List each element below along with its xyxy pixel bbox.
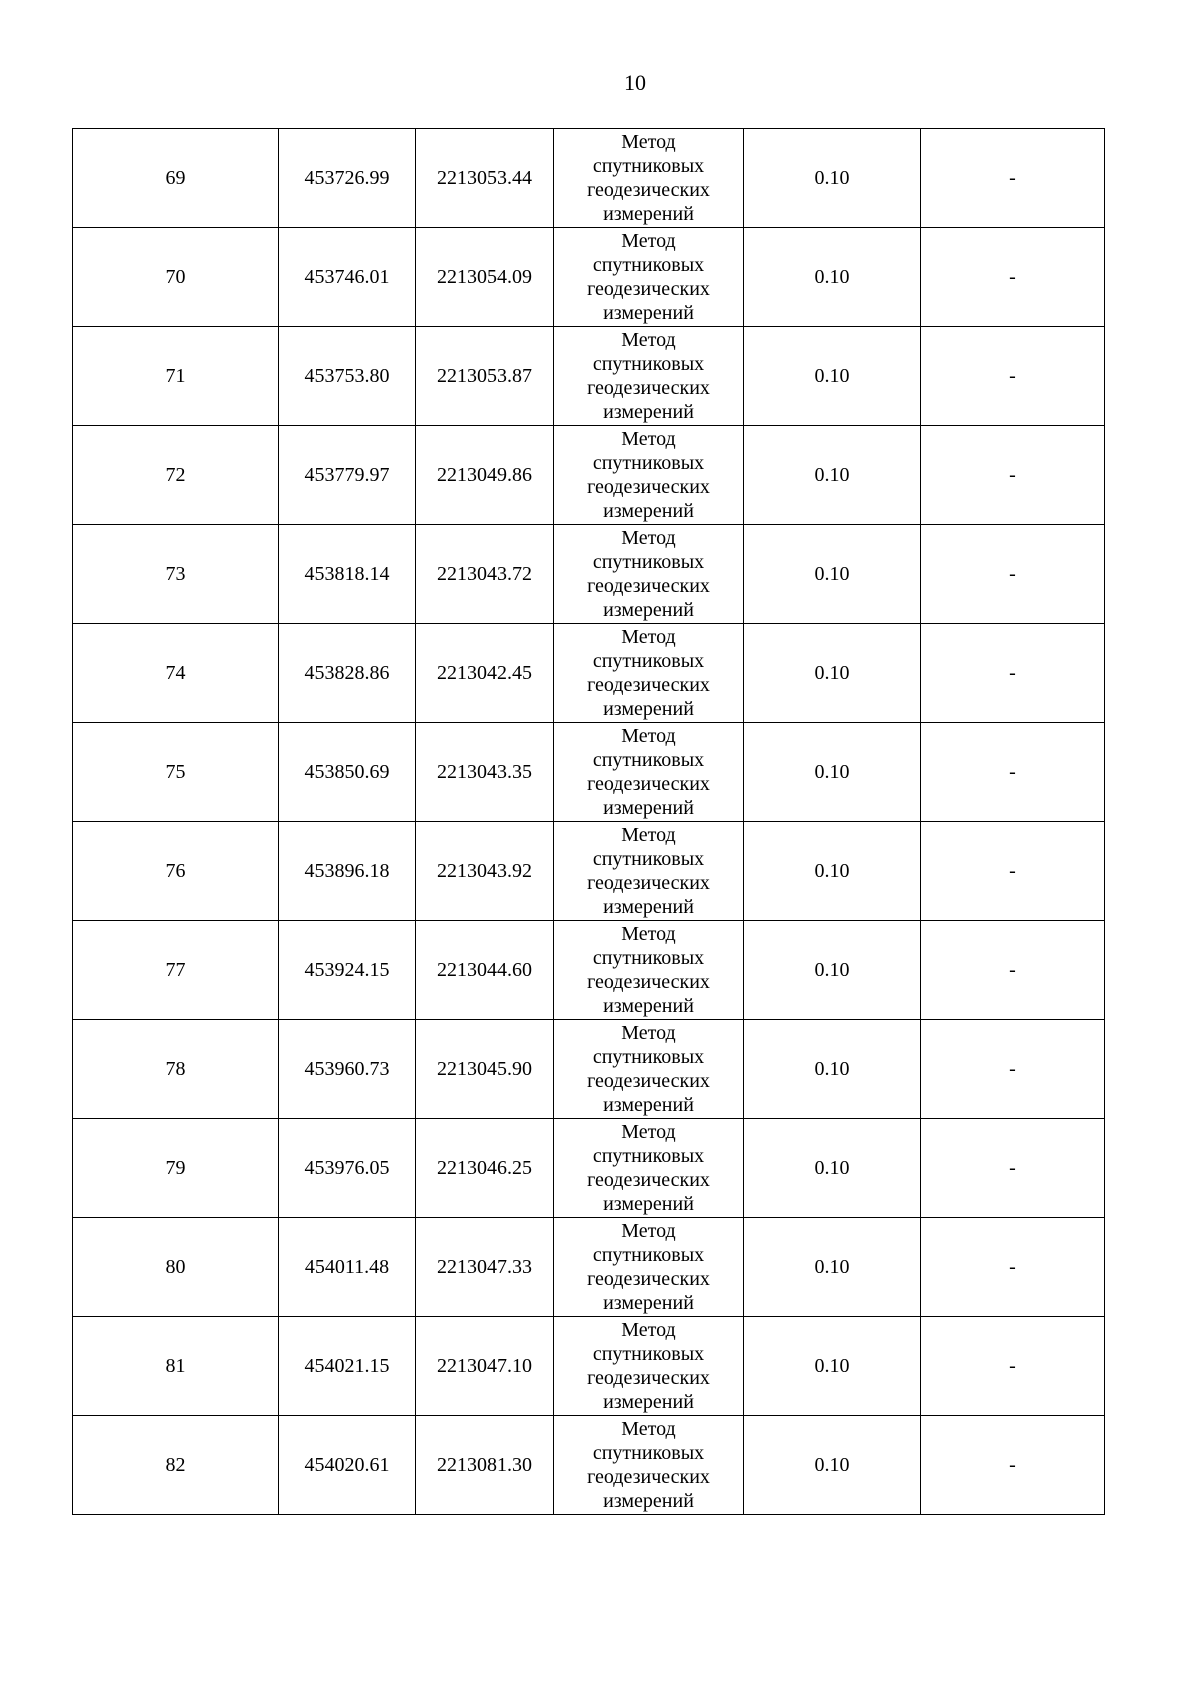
- method-line: геодезических: [587, 971, 710, 993]
- method-cell: [554, 822, 744, 921]
- x-coordinate-cell: 453726.99: [279, 129, 416, 228]
- table-row: [73, 426, 1105, 525]
- method-line: спутниковых: [592, 1442, 705, 1464]
- accuracy-cell: 0.10: [744, 129, 921, 228]
- y-coordinate-cell: 2213053.44: [416, 129, 554, 228]
- point-number-cell: 71: [73, 327, 279, 426]
- method-line: спутниковых: [592, 1145, 705, 1167]
- method-cell: [554, 426, 744, 525]
- point-number-cell: 82: [73, 1416, 279, 1515]
- method-line: Метод: [621, 1319, 676, 1341]
- table-row: [73, 1317, 1105, 1416]
- table-row: [73, 1119, 1105, 1218]
- y-coordinate-cell: 2213043.92: [416, 822, 554, 921]
- method-line: измерений: [603, 896, 694, 918]
- method-line: Метод: [621, 230, 676, 252]
- method-line: Метод: [621, 824, 676, 846]
- method-cell: [554, 1317, 744, 1416]
- table-row: [73, 1416, 1105, 1515]
- method-line: спутниковых: [592, 452, 705, 474]
- y-coordinate-cell: 2213054.09: [416, 228, 554, 327]
- method-line: измерений: [603, 1292, 694, 1314]
- method-line: спутниковых: [592, 353, 705, 375]
- method-line: геодезических: [587, 1070, 710, 1092]
- point-number-cell: 75: [73, 723, 279, 822]
- method-line: Метод: [621, 725, 676, 747]
- accuracy-cell: 0.10: [744, 426, 921, 525]
- method-line: спутниковых: [592, 155, 705, 177]
- note-cell: -: [921, 723, 1105, 822]
- accuracy-cell: 0.10: [744, 822, 921, 921]
- method-line: геодезических: [587, 179, 710, 201]
- x-coordinate-cell: 453753.80: [279, 327, 416, 426]
- method-line: измерений: [603, 995, 694, 1017]
- accuracy-cell: 0.10: [744, 228, 921, 327]
- table-row: [73, 921, 1105, 1020]
- point-number-cell: 72: [73, 426, 279, 525]
- method-line: геодезических: [587, 872, 710, 894]
- x-coordinate-cell: 454020.61: [279, 1416, 416, 1515]
- method-line: измерений: [603, 401, 694, 423]
- method-cell: [554, 1020, 744, 1119]
- method-line: спутниковых: [592, 749, 705, 771]
- method-line: Метод: [621, 1121, 676, 1143]
- method-line: измерений: [603, 1391, 694, 1413]
- method-line: спутниковых: [592, 1244, 705, 1266]
- x-coordinate-cell: 453976.05: [279, 1119, 416, 1218]
- method-line: геодезических: [587, 278, 710, 300]
- table-row: [73, 723, 1105, 822]
- point-number-cell: 81: [73, 1317, 279, 1416]
- point-number-cell: 76: [73, 822, 279, 921]
- method-cell: [554, 921, 744, 1020]
- method-cell: [554, 228, 744, 327]
- note-cell: -: [921, 129, 1105, 228]
- method-line: спутниковых: [592, 848, 705, 870]
- x-coordinate-cell: 454021.15: [279, 1317, 416, 1416]
- x-coordinate-cell: 453746.01: [279, 228, 416, 327]
- y-coordinate-cell: 2213047.10: [416, 1317, 554, 1416]
- x-coordinate-cell: 453960.73: [279, 1020, 416, 1119]
- method-line: спутниковых: [592, 947, 705, 969]
- accuracy-cell: 0.10: [744, 1317, 921, 1416]
- x-coordinate-cell: 453818.14: [279, 525, 416, 624]
- method-line: Метод: [621, 1220, 676, 1242]
- y-coordinate-cell: 2213043.35: [416, 723, 554, 822]
- method-line: измерений: [603, 203, 694, 225]
- method-line: измерений: [603, 302, 694, 324]
- note-cell: -: [921, 1218, 1105, 1317]
- accuracy-cell: 0.10: [744, 525, 921, 624]
- method-line: спутниковых: [592, 650, 705, 672]
- method-cell: [554, 1218, 744, 1317]
- method-line: спутниковых: [592, 1343, 705, 1365]
- method-line: измерений: [603, 698, 694, 720]
- accuracy-cell: 0.10: [744, 1416, 921, 1515]
- accuracy-cell: 0.10: [744, 1218, 921, 1317]
- table-row: [73, 129, 1105, 228]
- y-coordinate-cell: 2213046.25: [416, 1119, 554, 1218]
- note-cell: -: [921, 327, 1105, 426]
- method-line: спутниковых: [592, 254, 705, 276]
- method-line: геодезических: [587, 1169, 710, 1191]
- method-line: Метод: [621, 1418, 676, 1440]
- method-cell: [554, 1416, 744, 1515]
- x-coordinate-cell: 453779.97: [279, 426, 416, 525]
- method-line: Метод: [621, 626, 676, 648]
- table-row: [73, 1020, 1105, 1119]
- method-line: измерений: [603, 500, 694, 522]
- note-cell: -: [921, 921, 1105, 1020]
- method-line: спутниковых: [592, 551, 705, 573]
- x-coordinate-cell: 453896.18: [279, 822, 416, 921]
- x-coordinate-cell: 454011.48: [279, 1218, 416, 1317]
- accuracy-cell: 0.10: [744, 624, 921, 723]
- y-coordinate-cell: 2213047.33: [416, 1218, 554, 1317]
- y-coordinate-cell: 2213049.86: [416, 426, 554, 525]
- table-row: [73, 1218, 1105, 1317]
- method-line: измерений: [603, 797, 694, 819]
- table-row: [73, 525, 1105, 624]
- point-number-cell: 73: [73, 525, 279, 624]
- method-cell: [554, 129, 744, 228]
- note-cell: -: [921, 1020, 1105, 1119]
- method-line: измерений: [603, 599, 694, 621]
- method-line: Метод: [621, 428, 676, 450]
- point-number-cell: 69: [73, 129, 279, 228]
- accuracy-cell: 0.10: [744, 723, 921, 822]
- accuracy-cell: 0.10: [744, 327, 921, 426]
- method-line: спутниковых: [592, 1046, 705, 1068]
- accuracy-cell: 0.10: [744, 921, 921, 1020]
- method-line: Метод: [621, 527, 676, 549]
- note-cell: -: [921, 228, 1105, 327]
- table-row: [73, 822, 1105, 921]
- point-number-cell: 78: [73, 1020, 279, 1119]
- y-coordinate-cell: 2213043.72: [416, 525, 554, 624]
- y-coordinate-cell: 2213044.60: [416, 921, 554, 1020]
- method-cell: [554, 723, 744, 822]
- table-body: [73, 129, 1105, 1515]
- y-coordinate-cell: 2213081.30: [416, 1416, 554, 1515]
- method-cell: [554, 327, 744, 426]
- method-line: Метод: [621, 1022, 676, 1044]
- y-coordinate-cell: 2213045.90: [416, 1020, 554, 1119]
- method-line: измерений: [603, 1094, 694, 1116]
- method-line: Метод: [621, 923, 676, 945]
- note-cell: -: [921, 1119, 1105, 1218]
- table-row: [73, 327, 1105, 426]
- method-line: геодезических: [587, 773, 710, 795]
- point-number-cell: 77: [73, 921, 279, 1020]
- table-row: [73, 228, 1105, 327]
- y-coordinate-cell: 2213042.45: [416, 624, 554, 723]
- note-cell: -: [921, 525, 1105, 624]
- method-cell: [554, 1119, 744, 1218]
- x-coordinate-cell: 453850.69: [279, 723, 416, 822]
- method-line: геодезических: [587, 1268, 710, 1290]
- method-line: Метод: [621, 329, 676, 351]
- method-line: измерений: [603, 1193, 694, 1215]
- coordinates-table: [72, 128, 1105, 1515]
- method-line: геодезических: [587, 674, 710, 696]
- note-cell: -: [921, 1317, 1105, 1416]
- method-line: Метод: [621, 131, 676, 153]
- note-cell: -: [921, 1416, 1105, 1515]
- method-cell: [554, 624, 744, 723]
- point-number-cell: 80: [73, 1218, 279, 1317]
- point-number-cell: 74: [73, 624, 279, 723]
- x-coordinate-cell: 453828.86: [279, 624, 416, 723]
- note-cell: -: [921, 624, 1105, 723]
- y-coordinate-cell: 2213053.87: [416, 327, 554, 426]
- page-number: 10: [624, 70, 646, 95]
- method-cell: [554, 525, 744, 624]
- note-cell: -: [921, 426, 1105, 525]
- table-row: [73, 624, 1105, 723]
- accuracy-cell: 0.10: [744, 1119, 921, 1218]
- point-number-cell: 70: [73, 228, 279, 327]
- method-line: геодезических: [587, 1367, 710, 1389]
- note-cell: -: [921, 822, 1105, 921]
- method-line: геодезических: [587, 377, 710, 399]
- method-line: геодезических: [587, 575, 710, 597]
- method-line: измерений: [603, 1490, 694, 1512]
- point-number-cell: 79: [73, 1119, 279, 1218]
- accuracy-cell: 0.10: [744, 1020, 921, 1119]
- x-coordinate-cell: 453924.15: [279, 921, 416, 1020]
- method-line: геодезических: [587, 476, 710, 498]
- method-line: геодезических: [587, 1466, 710, 1488]
